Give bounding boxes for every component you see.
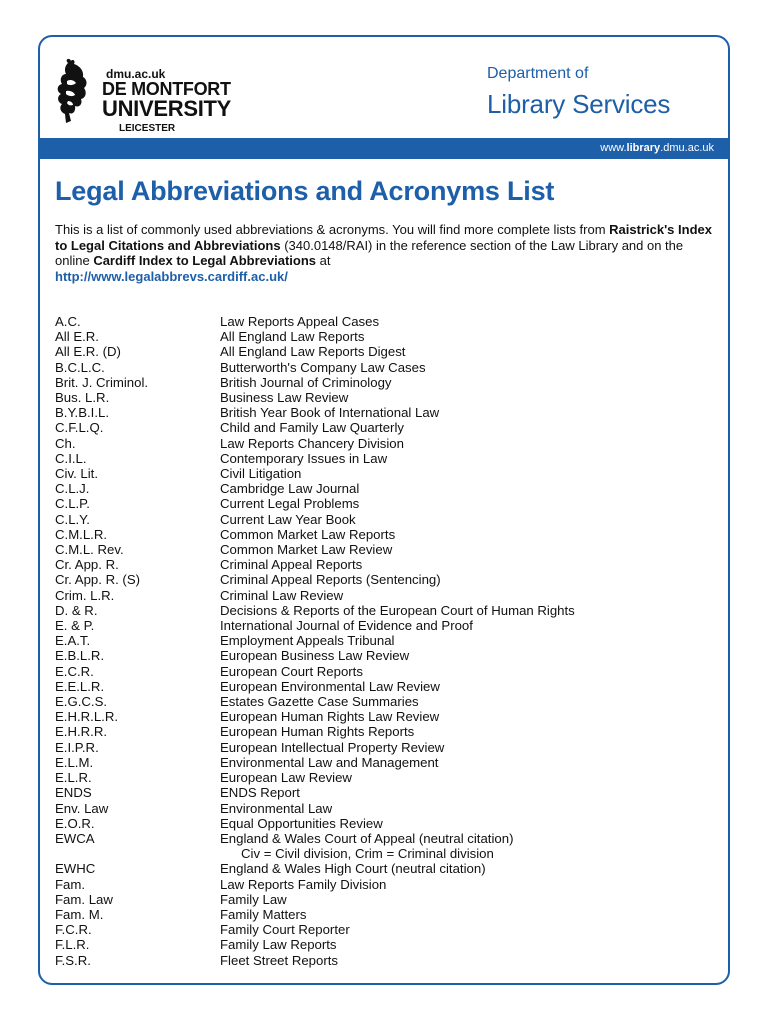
list-item [55, 679, 715, 694]
full-title: Environmental Law and Management [220, 754, 439, 770]
abbreviation: E.B.L.R. [55, 648, 105, 664]
department-heading [487, 65, 712, 120]
department-of: Department of [487, 65, 589, 82]
abbreviation: C.L.Y. [55, 511, 90, 527]
list-item [55, 877, 715, 892]
abbreviation: C.M.L.R. [55, 526, 108, 542]
lion-crest-icon [54, 57, 94, 127]
list-item [55, 542, 715, 557]
full-title: European Environmental Law Review [220, 678, 440, 694]
abbreviation: Civ. Lit. [55, 466, 98, 482]
list-item [55, 861, 715, 876]
abbreviation: E.H.R.R. [55, 724, 108, 740]
full-title: International Journal of Evidence and Proof [220, 618, 473, 634]
full-title: European Law Review [220, 770, 352, 786]
full-title: British Journal of Criminology [220, 374, 392, 390]
list-item [55, 329, 715, 344]
raistrick-index: Raistrick's Index to Legal Citations and Abbreviations [55, 222, 712, 253]
list-item [55, 694, 715, 709]
abbreviation: E.A.T. [55, 633, 91, 649]
abbreviation: Bus. L.R. [55, 390, 110, 406]
logo-de-montfort: DE MONTFORT [102, 79, 231, 99]
full-title: ENDS Report [220, 785, 300, 801]
abbreviation: F.S.R. [55, 952, 91, 968]
abbreviation: C.I.L. [55, 450, 87, 466]
full-title: Law Reports Family Division [220, 876, 387, 892]
full-title: European Business Law Review [220, 648, 410, 664]
list-item [55, 618, 715, 633]
website-link[interactable]: www.library.dmu.ac.uk [600, 142, 714, 154]
abbreviation: E.I.P.R. [55, 739, 99, 755]
abbreviation: E.O.R. [55, 815, 95, 831]
list-item [55, 816, 715, 831]
list-item [55, 390, 715, 405]
abbreviation: F.C.R. [55, 922, 92, 938]
list-item [55, 375, 715, 390]
full-title: Equal Opportunities Review [220, 815, 383, 831]
abbreviation: E.C.R. [55, 663, 94, 679]
abbreviation: E.E.L.R. [55, 678, 105, 694]
list-item [55, 451, 715, 466]
list-item [55, 314, 715, 329]
intro-paragraph: This is a list of commonly used abbreviations & acronyms. You will find more complete lists from Raistrick's Index to Legal Citations and Abbreviations (340.0148/RAI) in the reference section of the Law Library and on the online Cardiff Index to Legal Abbreviations at http://www.legalabbrevs.cardiff.ac.uk/ [55, 222, 712, 284]
full-title: Criminal Law Review [220, 587, 344, 603]
full-title: Family Matters [220, 906, 307, 922]
abbreviation-list [55, 314, 715, 968]
list-item [55, 953, 715, 968]
website-bar [40, 138, 728, 159]
abbreviation: C.M.L. Rev. [55, 542, 124, 558]
full-title: All England Law Reports Digest [220, 344, 406, 360]
abbreviation: EWCA [55, 830, 95, 846]
full-title: Law Reports Appeal Cases [220, 314, 380, 329]
list-item [55, 709, 715, 724]
abbreviation: All E.R. [55, 329, 99, 345]
cardiff-link[interactable]: http://www.legalabbrevs.cardiff.ac.uk/ [55, 268, 288, 284]
abbreviation: EWHC [55, 861, 96, 877]
abbreviation: B.C.L.C. [55, 359, 105, 375]
list-item [55, 557, 715, 572]
full-title: Current Law Year Book [220, 511, 356, 527]
full-title: European Human Rights Law Review [220, 709, 440, 725]
full-title: Employment Appeals Tribunal [220, 633, 395, 649]
division-note: Civ = Civil division, Crim = Criminal division [241, 846, 494, 862]
list-item [55, 344, 715, 359]
list-item [55, 785, 715, 800]
list-item [55, 420, 715, 435]
full-title: European Intellectual Property Review [220, 739, 445, 755]
abbreviation: Cr. App. R. [55, 557, 119, 573]
abbreviation: Fam. Law [55, 891, 113, 907]
abbreviation: A.C. [55, 314, 81, 329]
abbreviation: E.H.R.L.R. [55, 709, 119, 725]
cardiff-index: Cardiff Index to Legal Abbreviations [93, 253, 317, 268]
list-item [55, 740, 715, 755]
abbreviation: Cr. App. R. (S) [55, 572, 141, 588]
list-item [55, 496, 715, 511]
full-title: England & Wales Court of Appeal (neutral citation) Civ = Civil division, Crim = Criminal division [220, 831, 715, 861]
abbreviation: Env. Law [55, 800, 109, 816]
abbreviation: C.L.J. [55, 481, 90, 497]
full-title: Child and Family Law Quarterly [220, 420, 404, 436]
page-frame [38, 35, 730, 985]
abbreviation: D. & R. [55, 602, 98, 618]
full-title: Butterworth's Company Law Cases [220, 359, 426, 375]
list-item [55, 770, 715, 785]
list-item [55, 907, 715, 922]
list-item [55, 436, 715, 451]
full-title: Current Legal Problems [220, 496, 360, 512]
list-item [55, 603, 715, 618]
full-title: Cambridge Law Journal [220, 481, 360, 497]
abbreviation: E.L.M. [55, 754, 94, 770]
full-title: Family Court Reporter [220, 922, 350, 938]
abbreviation: E. & P. [55, 618, 95, 634]
full-title: Common Market Law Reports [220, 526, 396, 542]
dmu-logo [54, 55, 244, 134]
list-item [55, 360, 715, 375]
abbreviation: ENDS [55, 785, 92, 801]
list-item [55, 527, 715, 542]
full-title: Family Law Reports [220, 937, 337, 953]
full-title: Decisions & Reports of the European Court of Human Rights [220, 602, 575, 618]
full-title: Environmental Law [220, 800, 333, 816]
list-item [55, 922, 715, 937]
list-item [55, 724, 715, 739]
list-item [55, 648, 715, 663]
library-services: Library Services [487, 89, 671, 119]
abbreviation: B.Y.B.I.L. [55, 405, 110, 421]
list-item [55, 801, 715, 816]
abbreviation: Fam. [55, 876, 86, 892]
full-title: England & Wales High Court (neutral citation) [220, 861, 486, 877]
full-title: Common Market Law Review [220, 542, 393, 558]
list-item [55, 512, 715, 527]
page-title: Legal Abbreviations and Acronyms List [55, 176, 555, 206]
abbreviation: Ch. [55, 435, 76, 451]
list-item [55, 892, 715, 907]
abbreviation: E.G.C.S. [55, 694, 108, 710]
full-title: Contemporary Issues in Law [220, 450, 388, 466]
full-title: Criminal Appeal Reports [220, 557, 363, 573]
full-title: Criminal Appeal Reports (Sentencing) [220, 572, 441, 588]
abbreviation: All E.R. (D) [55, 344, 121, 360]
full-title: Law Reports Chancery Division [220, 435, 404, 451]
full-title: European Court Reports [220, 663, 363, 679]
full-title: All England Law Reports [220, 329, 365, 345]
abbreviation: E.L.R. [55, 770, 92, 786]
full-title: British Year Book of International Law [220, 405, 440, 421]
full-title: Fleet Street Reports [220, 952, 339, 968]
logo-domain: dmu.ac.uk [106, 67, 166, 81]
full-title: Civil Litigation [220, 466, 302, 482]
full-title: Estates Gazette Case Summaries [220, 694, 419, 710]
list-item [55, 405, 715, 420]
logo-university: UNIVERSITY [102, 96, 232, 121]
logo-leicester: LEICESTER [119, 123, 176, 134]
abbreviation: Crim. L.R. [55, 587, 115, 603]
abbreviation: Fam. M. [55, 906, 104, 922]
list-item [55, 831, 715, 861]
list-item [55, 588, 715, 603]
list-item [55, 664, 715, 679]
list-item [55, 466, 715, 481]
abbreviation: Brit. J. Criminol. [55, 374, 149, 390]
abbreviation: C.L.P. [55, 496, 90, 512]
list-item [55, 572, 715, 587]
abbreviation: C.F.L.Q. [55, 420, 104, 436]
list-item [55, 633, 715, 648]
full-title: Business Law Review [220, 390, 349, 406]
full-title: Family Law [220, 891, 287, 907]
full-title: European Human Rights Reports [220, 724, 415, 740]
abbreviation: F.L.R. [55, 937, 90, 953]
list-item [55, 937, 715, 952]
list-item [55, 755, 715, 770]
list-item [55, 481, 715, 496]
